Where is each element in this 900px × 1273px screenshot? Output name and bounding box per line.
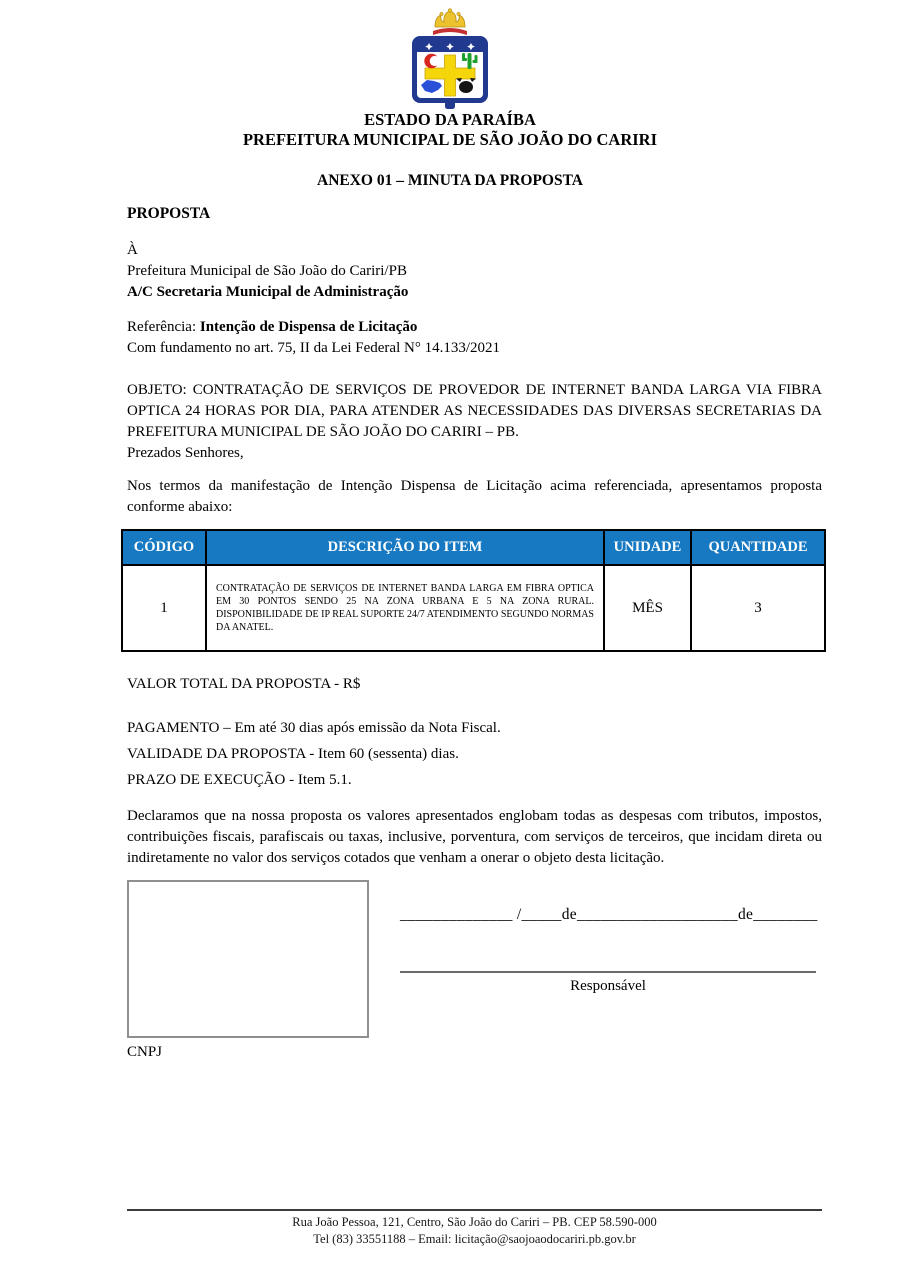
crown-icon [433,9,467,35]
signer-role-label: Responsável [570,978,646,994]
items-table-header-row [122,530,825,565]
salutation: À [127,242,138,258]
footer-contact-line: Tel (83) 33551188 – Email: licitação@saojoaodocariri.pb.gov.br [313,1232,636,1246]
objeto-paragraph: OBJETO: CONTRATAÇÃO DE SERVIÇOS DE PROVEDOR DE INTERNET BANDA LARGA VIA FIBRA OPTICA 24 HORAS POR DIA, PARA ATENDER AS NECESSIDADES DAS DIVERSAS SECRETARIAS DA PREFEITURA MUNICIPAL DE SÃO JOÃO DO CARIRI – PB. [127,382,822,440]
page-footer [127,1209,822,1248]
municipality-name: PREFEITURA MUNICIPAL DE SÃO JOÃO DO CARIRI [242,130,658,149]
state-name: ESTADO DA PARAÍBA [364,110,536,129]
cnpj-stamp-box [127,880,369,1038]
legal-basis-line: Com fundamento no art. 75, II da Lei Federal N° 14.133/2021 [127,340,501,356]
footer-address-line: Rua João Pessoa, 121, Centro, São João do Cariri – PB. CEP 58.590-000 [292,1215,657,1229]
cell-codigo: 1 [122,565,206,651]
cell-quantidade: 3 [691,565,825,651]
declaration-paragraph: Declaramos que na nossa proposta os valores apresentados englobam todas as despesas com tributos, impostos, contribuições fiscais, parafiscais ou taxas, inclusive, porventura, com serviços de terceiros, que incidam direta ou indiretamente no valor dos serviços cotados que venham a onerar o objeto desta licitação. [127,808,822,866]
reference-value: Intenção de Dispensa de Licitação [199,319,418,335]
intro-paragraph: Nos termos da manifestação de Intenção Dispensa de Licitação acima referenciada, apresentamos proposta conforme abaixo: [127,478,822,515]
section-label-proposta: PROPOSTA [127,205,211,222]
total-value-line: VALOR TOTAL DA PROPOSTA - R$ [127,676,361,692]
coat-of-arms-icon [404,6,496,115]
validity-term-line: VALIDADE DA PROPOSTA - Item 60 (sessenta) dias. [127,746,459,762]
cell-descricao: CONTRATAÇÃO DE SERVIÇOS DE INTERNET BANDA LARGA EM FIBRA OPTICA EM 30 PONTOS SENDO 25 NA ZONA URBANA E 5 NA ZONA RURAL. DISPONIBILIDADE DE IP REAL SUPORTE 24/7 ATENDIMENTO SEGUNDO NORMAS DA ANATEL. [206,565,604,651]
greeting-line: Prezados Senhores, [127,445,244,461]
cell-unidade: MÊS [604,565,691,651]
cnpj-label: CNPJ [127,1044,163,1060]
addressee-care-of: A/C Secretaria Municipal de Administração [127,284,409,300]
reference-line [127,317,822,338]
col-header-codigo: CÓDIGO [122,530,206,565]
col-header-unidade: UNIDADE [604,530,691,565]
document-title: ANEXO 01 – MINUTA DA PROPOSTA [317,172,583,189]
date-fill-line: ______________ /_____de____________________de________ [400,906,818,923]
items-table [121,529,826,652]
signature-line [400,971,816,973]
payment-term-line: PAGAMENTO – Em até 30 dias após emissão da Nota Fiscal. [127,720,501,736]
col-header-descricao: DESCRIÇÃO DO ITEM [206,530,604,565]
col-header-quantidade: QUANTIDADE [691,530,825,565]
reference-label: Referência: [127,319,200,335]
signature-section [127,880,822,1038]
execution-term-line: PRAZO DE EXECUÇÃO - Item 5.1. [127,772,352,788]
addressee-line: Prefeitura Municipal de São João do Cariri/PB [127,263,407,279]
table-row [122,565,825,651]
